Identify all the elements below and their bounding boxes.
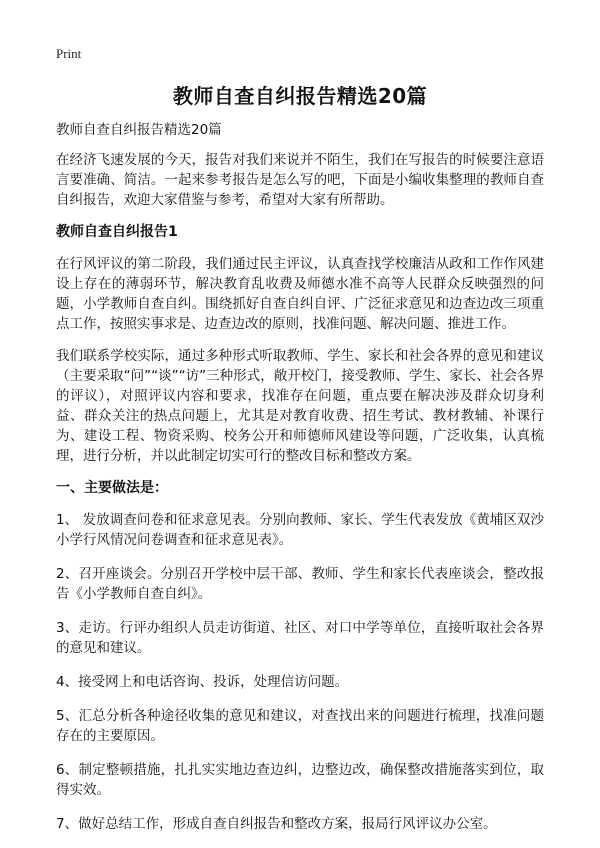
page-title: 教师自查自纠报告精选20篇 (172, 84, 428, 108)
intro-paragraph: 在经济飞速发展的今天，报告对我们来说并不陌生，我们在写报告的时候要注意语言要准确、简洁。一起来参考报告是怎么写的吧，下面是小编收集整理的教师自查自纠报告，欢迎大家借鉴与参考，希望对大家有所帮助。 (56, 152, 544, 208)
report-paragraph-2: 我们联系学校实际，通过多种形式听取教师、学生、家长和社会各界的意见和建议（主要采取“问”“谈”“访”三种形式，敞开校门，接受教师、学生、家长、社会各界的评议），对照评议内容和要求，找准存在问题，重点要在解决涉及群众切身利益、群众关注的热点问题上，尤其是对教育收费、招生考试、教材教辅、补课行为、建设工程、物资采购、校务公开和师德师风建设等问题，广泛收集，认真梳理，进行分析，并以此制定切实可行的整改目标和整改方案。 (56, 348, 544, 464)
list-item: 5、汇总分析各种途径收集的意见和建议，对查找出来的问题进行梳理，找准问题存在的主要原因。 (56, 708, 544, 744)
list-item: 6、制定整顿措施，扎扎实实地边查边纠，边整边改，确保整改措施落实到位，取得实效。 (56, 762, 544, 798)
list-item: 2、召开座谈会。分别召开学校中层干部、教师、学生和家长代表座谈会，整改报告《小学教师自查自纠》。 (56, 566, 544, 602)
document-body (56, 120, 544, 848)
list-item: 1、 发放调查问卷和征求意见表。分别向教师、家长、学生代表发放《黄埔区双沙小学行风情况问卷调查和征求意见表》。 (56, 512, 544, 548)
report-heading: 教师自查自纠报告1 (56, 224, 178, 240)
list-item: 7、做好总结工作，形成自查自纠报告和整改方案，报局行风评议办公室。 (56, 816, 497, 832)
section-title: 一、主要做法是： (56, 480, 168, 496)
list-item: 3、走访。行评办组织人员走访街道、社区、对口中学等单位，直接听取社会各界的意见和建议。 (56, 620, 544, 656)
intro-subtitle: 教师自查自纠报告精选20篇 (56, 122, 222, 138)
list-item: 4、接受网上和电话咨询、投诉，处理信访问题。 (56, 674, 349, 690)
report-paragraph-1: 在行风评议的第二阶段，我们通过民主评议，认真查找学校廉洁从政和工作作风建设上存在的薄弱环节，解决教育乱收费及师德水准不高等人民群众反映强烈的问题，小学教师自查自纠。围绕抓好自查自纠自评、广泛征求意见和边查边改三项重点工作，按照实事求是、边查边改的原则，找准问题、解决问题、推进工作。 (56, 256, 544, 332)
print-link[interactable]: Print (56, 46, 82, 61)
